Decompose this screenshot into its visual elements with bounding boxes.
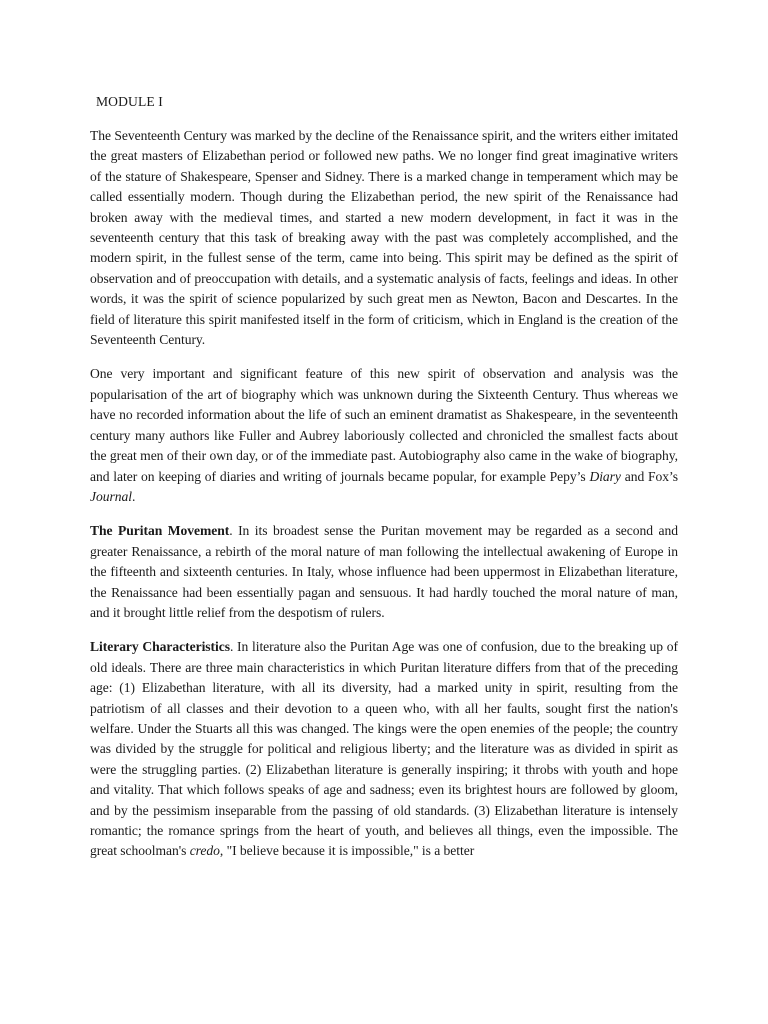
paragraph-text: . bbox=[131, 488, 136, 504]
section-heading-puritan-movement: The Puritan Movement bbox=[90, 523, 230, 539]
paragraph-seventeenth-century: The Seventeenth Century was marked by the decline of the Renaissance spirit, and the writers either imitated the great masters of Elizabethan period or followed new paths. We no longer find great imaginative writers of the stature of Shakespeare, Spenser and Sidney. There is a marked change in temperament which may be called essentially modern. Though during the Elizabethan period, the new spirit of the Renaissance had broken away with the medieval times, and started a new modern development, in fact it was in the seventeenth century that this task of breaking away with the past was completely accomplished, and the modern spirit, in the fullest sense of the term, came into being. This spirit may be defined as the spirit of observation and of preoccupation with details, and a systematic analysis of facts, feelings and ideas. In other words, it was the spirit of science popularized by such great men as Newton, Bacon and Descartes. In the field of literature this spirit manifested itself in the form of criticism, which in England is the creation of the Seventeenth Century. bbox=[90, 128, 678, 348]
paragraph-literary-characteristics bbox=[90, 637, 678, 861]
paragraph-text: . In its broadest sense the Puritan movement may be regarded as a second and greater Renaissance, a rebirth of the moral nature of man following the intellectual awakening of Europe in the fifteenth and sixteenth centuries. In Italy, whose influence had been uppermost in Elizabethan literature, the Renaissance had been essentially pagan and sensuous. It had hardly touched the moral nature of man, and it brought little relief from the despotism of rulers. bbox=[90, 523, 678, 620]
paragraph-text: . In literature also the Puritan Age was one of confusion, due to the breaking up of old ideals. There are three main characteristics in which Puritan literature differs from that of the preceding age: (1) Elizabethan literature, with all its diversity, had a marked unity in spirit, resulting from the patriotism of all classes and their devotion to a queen who, with all her faults, sought first the nation's welfare. Under the Stuarts all this was changed. The kings were the open enemies of the people; the country was divided by the struggle for political and religious liberty; and the literature was as divided in spirit as were the struggling parties. (2) Elizabethan literature is generally inspiring; it throbs with youth and hope and vitality. That which follows speaks of age and sadness; even its brightest hours are followed by gloom, and by the pessimism inseparable from the passing of old standards. (3) Elizabethan literature is intensely romantic; the romance springs from the heart of youth, and believes all things, even the impossible. The great schoolman's bbox=[90, 639, 678, 859]
italic-diary: Diary bbox=[589, 468, 621, 484]
italic-credo: credo bbox=[189, 843, 220, 859]
module-title: MODULE I bbox=[96, 94, 163, 109]
section-heading-literary-characteristics: Literary Characteristics bbox=[90, 639, 230, 655]
paragraph-text: and Fox’s bbox=[620, 468, 678, 484]
paragraph-puritan-movement bbox=[90, 521, 678, 623]
paragraph-text: , "I believe because it is impossible," is a better bbox=[219, 843, 475, 859]
paragraph-text: One very important and significant feature of this new spirit of observation and analysis was the popularisation of the art of biography which was unknown during the Sixteenth Century. Thus whereas we have no recorded information about the life of such an eminent dramatist as Shakespeare, in the seventeenth century many authors like Fuller and Aubrey laboriously collected and chronicled the smallest facts about the great men of their own day, or of the immediate past. Autobiography also came in the wake of biography, and later on keeping of diaries and writing of journals became popular, for example Pepy’s bbox=[90, 366, 678, 484]
document-body bbox=[90, 126, 678, 876]
paragraph-biography bbox=[90, 364, 678, 507]
italic-journal: Journal bbox=[90, 488, 132, 504]
